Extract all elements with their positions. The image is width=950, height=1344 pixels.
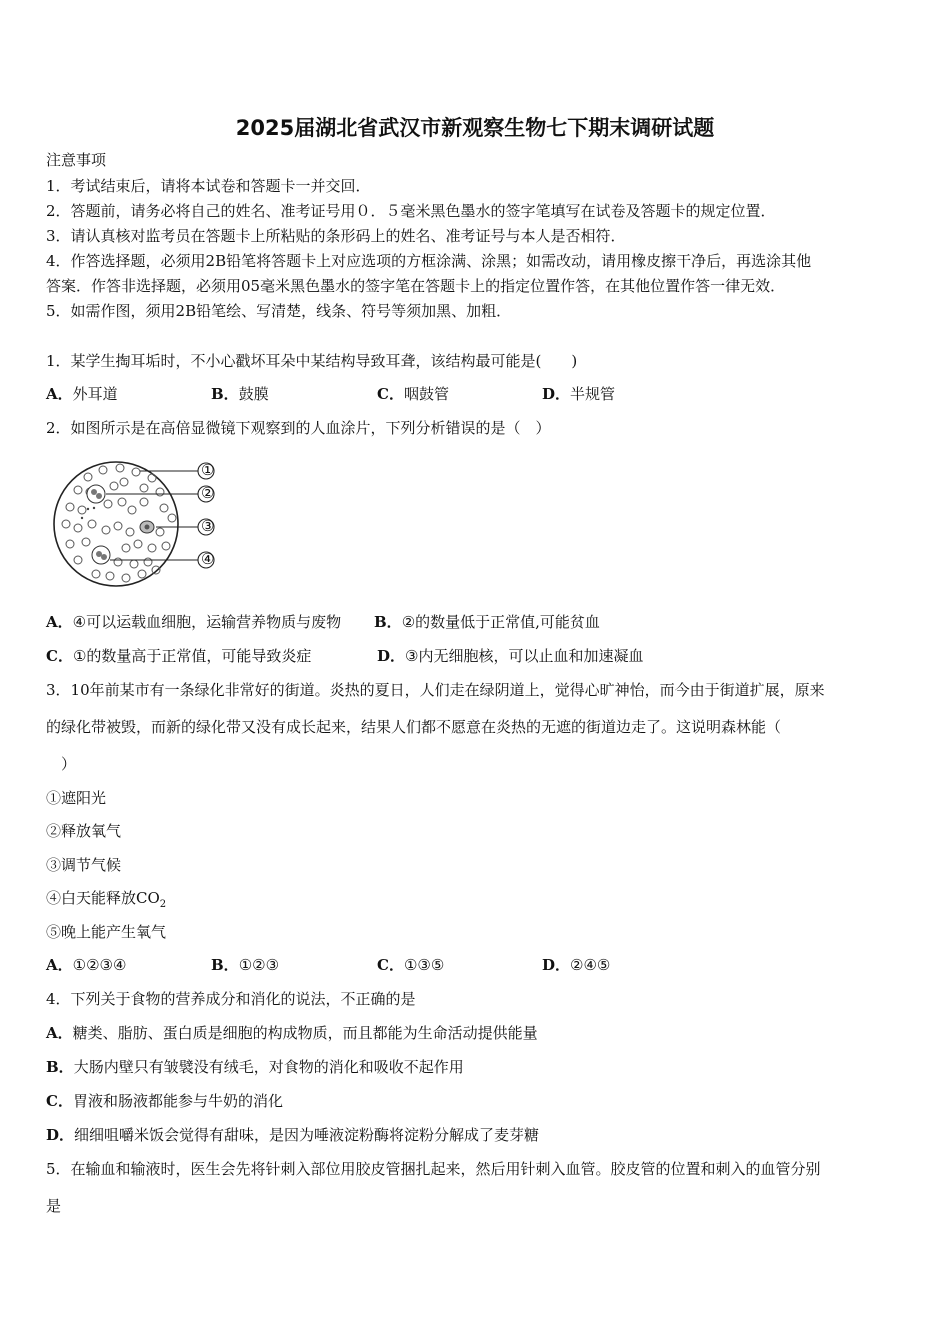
option-text: 半规管 (570, 385, 616, 403)
page-title: 2025届湖北省武汉市新观察生物七下期末调研试题 (235, 116, 715, 140)
option-text: ②的数量低于正常值,可能贫血 (401, 613, 600, 631)
option-text: 鼓膜 (238, 385, 269, 403)
white-blood-cell (92, 546, 110, 564)
q3-item: ①遮阳光 (46, 789, 107, 807)
figure-label-3: ③ (201, 517, 215, 535)
figure-label-2: ② (201, 484, 215, 502)
option-letter: D． (377, 647, 406, 665)
option-text: ①③⑤ (403, 956, 445, 974)
q1-option-c (377, 384, 449, 404)
q1-option-d (542, 384, 615, 404)
q4-option-b (46, 1057, 464, 1077)
option-letter: D． (46, 1126, 75, 1144)
option-text: 细细咀嚼米饭会觉得有甜味，是因为唾液淀粉酶将淀粉分解成了麦芽糖 (74, 1126, 540, 1144)
question-5-stem: 5．在输血和输液时，医生会先将针刺入部位用胶皮管捆扎起来，然后用针刺入血管。胶皮管的位置和刺入的血管分别 (46, 1160, 821, 1178)
option-text: ④可以运载血细胞，运输营养物质与废物 (72, 613, 342, 631)
option-letter: B． (374, 613, 402, 631)
q4-option-d (46, 1125, 539, 1145)
question-3-stem: 的绿化带被毁，而新的绿化带又没有成长起来，结果人们都不愿意在炎热的无遮的街道边走了。这说明森林能（ (46, 718, 782, 736)
option-letter: D． (542, 956, 571, 974)
q1-option-a (46, 384, 118, 404)
option-text: ①②③④ (72, 956, 127, 974)
q3-item (46, 888, 166, 915)
question-3-stem: 3．10年前某市有一条绿化非常好的街道。炎热的夏日，人们走在绿阴道上，觉得心旷神怡，而今由于街道扩展，原来 (46, 681, 825, 699)
white-blood-cell (87, 485, 105, 503)
q2-option-c (46, 646, 311, 666)
q3-option-b (211, 955, 279, 975)
platelet-cell (140, 521, 154, 533)
figure-label-4: ④ (201, 550, 215, 568)
option-text: 大肠内壁只有皱襞没有绒毛，对食物的消化和吸收不起作用 (73, 1058, 464, 1076)
option-letter: C． (377, 956, 404, 974)
option-letter: A． (46, 1024, 73, 1042)
q4-option-c (46, 1091, 283, 1111)
option-text: 外耳道 (72, 385, 118, 403)
notice-item: 答案．作答非选择题，必须用05毫米黑色墨水的签字笔在答题卡上的指定位置作答，在其他位置作答一律无效． (46, 277, 786, 295)
option-letter: C． (46, 647, 73, 665)
option-letter: B． (211, 956, 239, 974)
co2-subscript: 2 (159, 899, 167, 910)
option-text: 咽鼓管 (403, 385, 449, 403)
q3-item: ⑤晚上能产生氧气 (46, 923, 167, 941)
notice-heading: 注意事项 (46, 151, 107, 169)
option-text: 糖类、脂肪、蛋白质是细胞的构成物质，而且都能为生命活动提供能量 (72, 1024, 538, 1042)
figure-label-1: ① (201, 461, 215, 479)
q3-option-a (46, 955, 126, 975)
q4-option-a (46, 1023, 538, 1043)
option-letter: D． (542, 385, 571, 403)
option-text: 胃液和肠液都能参与牛奶的消化 (72, 1092, 283, 1110)
option-letter: B． (46, 1058, 74, 1076)
question-3-stem: ） (46, 755, 77, 773)
question-1-stem: 1．某学生掏耳垢时，不小心戳坏耳朵中某结构导致耳聋，该结构最可能是( ) (46, 352, 578, 370)
notice-item: 2．答题前，请务必将自己的姓名、准考证号用０．５毫米黑色墨水的签字笔填写在试卷及答题卡的规定位置． (46, 202, 776, 220)
option-letter: C． (377, 385, 404, 403)
option-text: ①②③ (238, 956, 280, 974)
notice-item: 5．如需作图，须用2B铅笔绘、写清楚，线条、符号等须加黑、加粗． (46, 302, 512, 320)
option-letter: B． (211, 385, 239, 403)
notice-item: 4．作答选择题，必须用2B铅笔将答题卡上对应选项的方框涂满、涂黑；如需改动，请用橡皮擦干净后，再选涂其他 (46, 252, 812, 270)
q2-option-b (374, 612, 600, 632)
notice-item: 1．考试结束后，请将本试卷和答题卡一并交回． (46, 177, 371, 195)
option-text: ③内无细胞核，可以止血和加速凝血 (405, 647, 644, 665)
q3-item: ③调节气候 (46, 856, 122, 874)
q3-item: ②释放氧气 (46, 822, 122, 840)
q2-option-d (377, 646, 643, 666)
q2-option-a (46, 612, 341, 632)
question-5-stem: 是 (46, 1197, 62, 1215)
notice-item: 3．请认真核对监考员在答题卡上所粘贴的条形码上的姓名、准考证号与本人是否相符． (46, 227, 626, 245)
q3-option-d (542, 955, 610, 975)
option-letter: A． (46, 613, 73, 631)
option-text: ②④⑤ (570, 956, 611, 974)
option-letter: A． (46, 956, 73, 974)
question-4-stem: 4．下列关于食物的营养成分和消化的说法，不正确的是 (46, 990, 416, 1008)
option-letter: A． (46, 385, 73, 403)
q3-item-text: ④白天能释放CO (46, 889, 160, 907)
option-text: ①的数量高于正常值，可能导致炎症 (72, 647, 312, 665)
q1-option-b (211, 384, 269, 404)
question-2-stem: 2．如图所示是在高倍显微镜下观察到的人血涂片，下列分析错误的是（ ） (46, 419, 551, 437)
option-letter: C． (46, 1092, 73, 1110)
q3-option-c (377, 955, 444, 975)
